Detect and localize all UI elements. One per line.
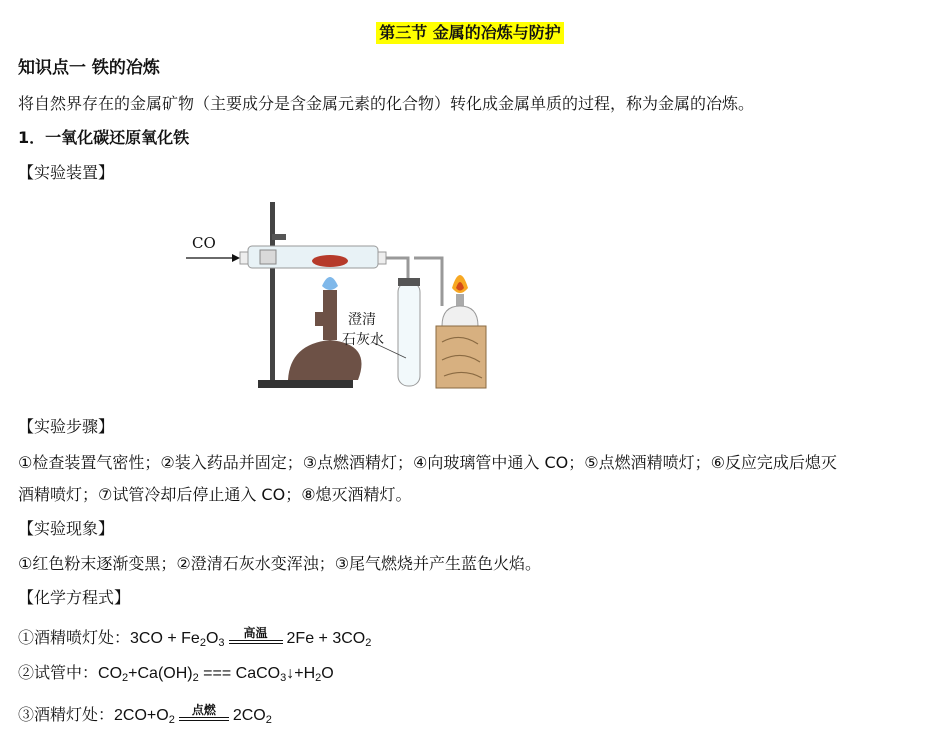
- apparatus-label: 【实验装置】: [18, 163, 115, 182]
- tube-plug: [260, 250, 276, 264]
- equation-2: [18, 663, 334, 685]
- lamp-wick: [456, 294, 464, 306]
- eq2-sub-4: 2: [315, 672, 322, 684]
- definition-text: 将自然界存在的金属矿物（主要成分是含金属元素的化合物）转化成金属单质的过程，称为金属的冶炼。: [18, 94, 755, 113]
- steps-label: 【实验步骤】: [18, 417, 115, 436]
- tube-stopper-left: [240, 252, 248, 264]
- eq3-right: 2CO: [232, 707, 266, 724]
- eq2-sub-3: 3: [280, 672, 287, 684]
- eq1-sub-3: 2: [365, 637, 372, 649]
- equation-3: [18, 703, 272, 727]
- eq3-sub-2: 2: [265, 714, 272, 726]
- apparatus-diagram: [180, 194, 510, 398]
- limewater-label-2: 石灰水: [342, 332, 384, 348]
- eq1-right: 2Fe + 3CO: [286, 630, 366, 647]
- eq3-prefix: ③酒精灯处：: [18, 707, 115, 724]
- sub-heading: 1．一氧化碳还原氧化铁: [18, 128, 190, 147]
- equations-label: 【化学方程式】: [18, 588, 131, 607]
- blue-flame: [322, 277, 338, 290]
- equation-1: [18, 626, 371, 650]
- co-arrow-head: [232, 254, 240, 262]
- eq2-part-1: CO: [98, 665, 123, 682]
- eq2-part-2: +Ca(OH): [128, 665, 193, 682]
- eq3-condition: [179, 703, 229, 727]
- eq1-condition: [229, 626, 283, 650]
- eq2-sub-2: 2: [192, 672, 199, 684]
- stand-rod: [270, 202, 275, 384]
- steps-line-2: 酒精喷灯；⑦试管冷却后停止通入 CO；⑧熄灭酒精灯。: [18, 485, 412, 504]
- test-tube: [398, 282, 420, 386]
- eq3-equals-bars: [179, 717, 229, 721]
- eq2-sub-1: 2: [122, 672, 129, 684]
- eq3-left: 2CO+O: [114, 707, 169, 724]
- blowtorch-tube: [323, 290, 337, 340]
- title-wrap: [0, 22, 940, 44]
- eq2-part-3: === CaCO: [198, 665, 281, 682]
- eq2-part-5: O: [321, 665, 334, 682]
- eq1-left-mid: O: [205, 630, 219, 647]
- stand-base: [258, 380, 353, 388]
- blowtorch-valve: [315, 312, 325, 326]
- eq2-prefix: ②试管中：: [18, 665, 99, 682]
- iron-oxide-powder: [312, 255, 348, 267]
- co-label: CO: [192, 234, 216, 252]
- phenomena-label: 【实验现象】: [18, 519, 115, 538]
- eq1-condition-text: 高温: [243, 626, 268, 640]
- steps-line-1: ①检查装置气密性；②装入药品并固定；③点燃酒精灯；④向玻璃管中通入 CO；⑤点燃酒精喷灯；⑥反应完成后熄灭: [18, 453, 837, 472]
- eq1-sub-1: 2: [199, 637, 206, 649]
- eq1-equals-bars: [229, 640, 283, 644]
- eq1-sub-2: 3: [218, 637, 225, 649]
- page-title: 第三节 金属的冶炼与防护: [376, 22, 564, 44]
- phenomena-text: ①红色粉末逐渐变黑；②澄清石灰水变浑浊；③尾气燃烧并产生蓝色火焰。: [18, 554, 542, 573]
- eq3-sub-1: 2: [168, 714, 175, 726]
- eq3-condition-text: 点燃: [191, 703, 216, 717]
- test-tube-stopper: [398, 278, 420, 286]
- wooden-block: [436, 326, 486, 388]
- limewater-label-1: 澄清: [348, 312, 376, 328]
- stand-clamp: [272, 234, 286, 240]
- alcohol-lamp: [442, 306, 478, 326]
- eq2-part-4: ↓+H: [286, 665, 316, 682]
- section-heading: 知识点一 铁的冶炼: [18, 58, 160, 78]
- eq1-prefix: ①酒精喷灯处：: [18, 630, 131, 647]
- tube-stopper-right: [378, 252, 386, 264]
- eq1-left: 3CO + Fe: [130, 630, 200, 647]
